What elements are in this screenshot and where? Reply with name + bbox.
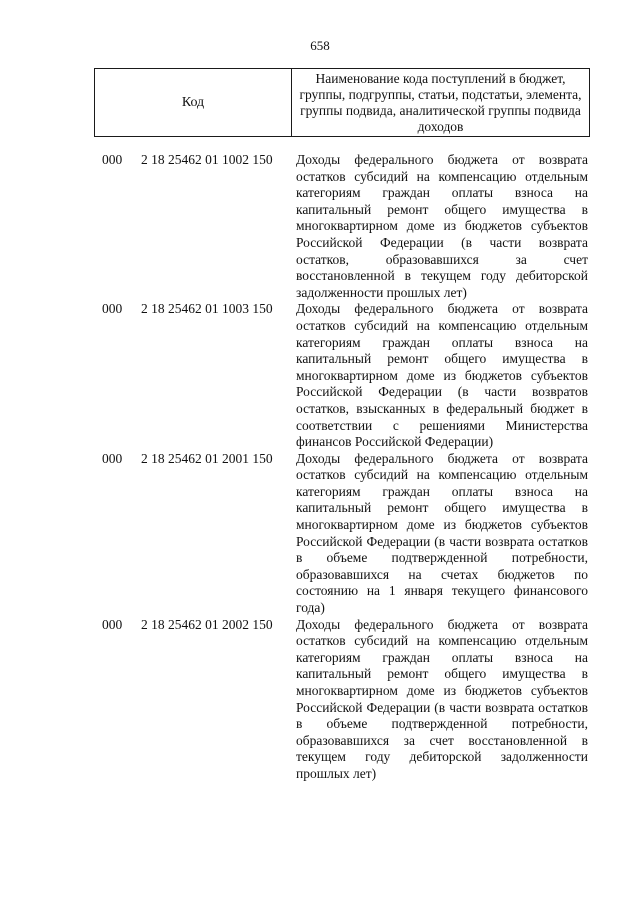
row-admin-code: 000 <box>102 450 123 466</box>
table-body <box>0 152 640 783</box>
header-code-cell: Код <box>95 69 292 136</box>
table-row <box>0 152 640 301</box>
row-revenue-code: 2 18 25462 01 1002 150 <box>141 152 273 167</box>
row-admin-code: 000 <box>102 152 123 167</box>
table-row <box>0 301 640 450</box>
row-description: Доходы федерального бюджета от возврата остатков субсидий на компенсацию отдельным категориям граждан оплаты взноса на капитальный ремонт общего имущества в многоквартирном доме из бюджетов субъектов Российской Федерации (в части возврата остатков в объеме подтвержденной потребности, образовавшихся на счетах бюджетов по состоянию на 1 января текущего финансового года) <box>296 450 588 616</box>
header-name-cell: Наименование кода поступлений в бюджет, группы, подгруппы, статьи, подстатьи, элемента, группы подвида, аналитической группы подвида доходов <box>299 70 582 134</box>
row-admin-code: 000 <box>102 301 123 317</box>
table-header <box>94 68 590 137</box>
row-description: Доходы федерального бюджета от возврата остатков субсидий на компенсацию отдельным категориям граждан оплаты взноса на капитальный ремонт общего имущества в многоквартирном доме из бюджетов субъектов Российской Федерации (в части возврата остатков в объеме подтвержденной потребности, образовавшихся за счет восстановленной в текущем году дебиторской задолженности прошлых лет) <box>296 616 588 781</box>
row-description: Доходы федерального бюджета от возврата остатков субсидий на компенсацию отдельным категориям граждан оплаты взноса на капитальный ремонт общего имущества в многоквартирном доме из бюджетов субъектов Российской Федерации (в части возвратов остатков, взысканных в федеральный бюджет в соответствии с решениями Министерства финансов Российской Федерации) <box>296 301 588 450</box>
row-description: Доходы федерального бюджета от возврата остатков субсидий на компенсацию отдельным категориям граждан оплаты взноса на капитальный ремонт общего имущества в многоквартирном доме из бюджетов субъектов Российской Федерации (в части возврата остатков, образовавшихся за счет восстановленной в текущем году дебиторской задолженности прошлых лет) <box>296 152 588 300</box>
row-revenue-code: 2 18 25462 01 2001 150 <box>141 450 273 466</box>
table-row <box>0 451 640 617</box>
table-row <box>0 617 640 783</box>
row-revenue-code: 2 18 25462 01 2002 150 <box>141 616 273 632</box>
page-number: 658 <box>310 38 330 53</box>
row-admin-code: 000 <box>102 616 123 632</box>
row-revenue-code: 2 18 25462 01 1003 150 <box>141 301 273 317</box>
